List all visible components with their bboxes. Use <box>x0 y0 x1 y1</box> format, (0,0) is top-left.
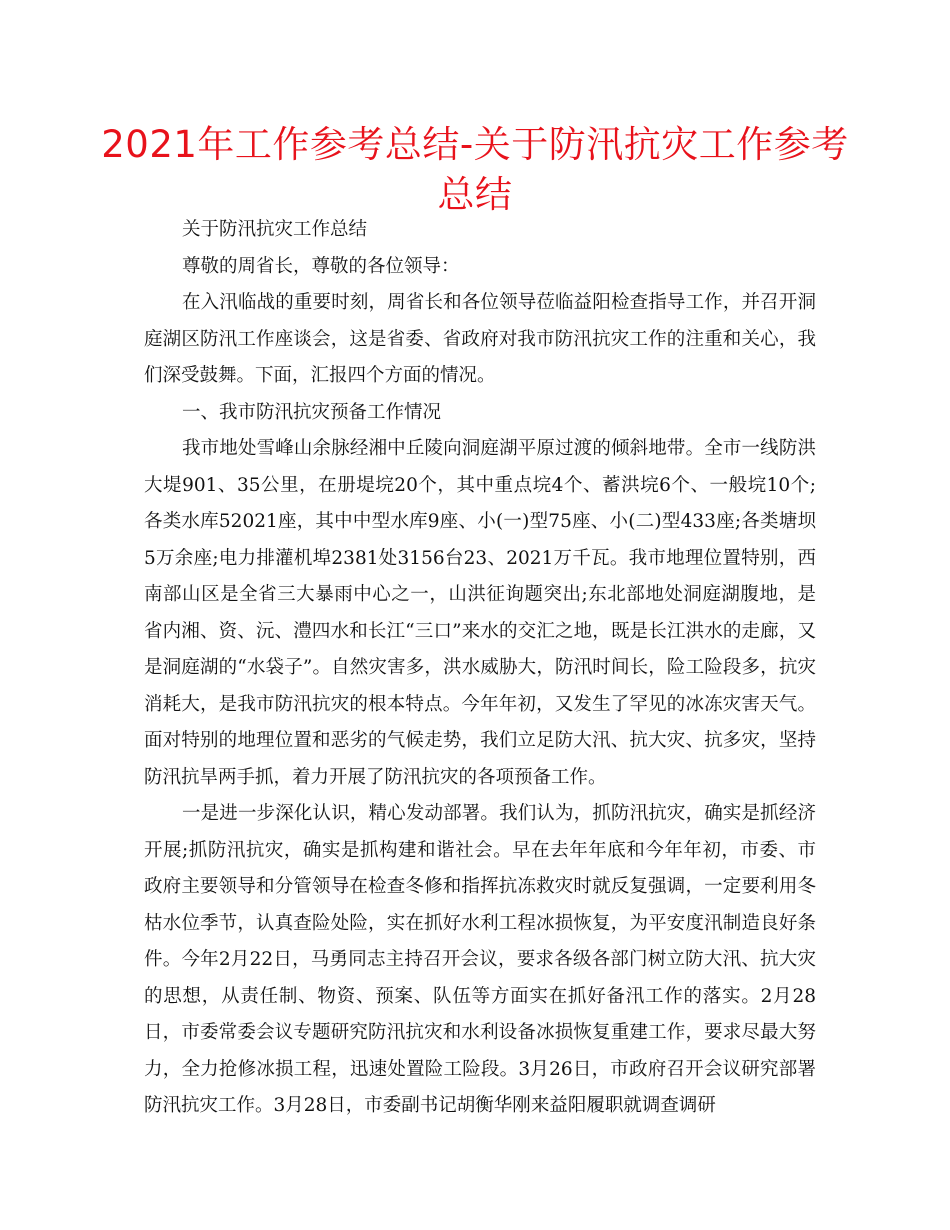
body-paragraph: 我市地处雪峰山余脉经湘中丘陵向洞庭湖平原过渡的倾斜地带。全市一线防洪大堤901、35公里，在册堤垸20个，其中重点垸4个、蓄洪垸6个、一般垸10个;各类水库52021座，其中中型水库9座、小(一)型75座、小(二)型433座;各类塘坝5万余座;电力排灌机埠2381处3156台23、2021万千瓦。我市地理位置特别，西南部山区是全省三大暴雨中心之一，山洪征询题突出;东北部地处洞庭湖腹地，是省内湘、资、沅、澧四水和长江“三口”来水的交汇之地，既是长江洪水的走廊，又是洞庭湖的“水袋子”。自然灾害多，洪水威胁大，防汛时间长，险工险段多，抗灾消耗大，是我市防汛抗灾的根本特点。今年年初，又发生了罕见的冰冻灾害天气。面对特别的地理位置和恶劣的气候走势，我们立足防大汛、抗大灾、抗多灾，坚持防汛抗旱两手抓，着力开展了防汛抗灾的各项预备工作。 <box>144 438 816 788</box>
subtitle-paragraph: 关于防汛抗灾工作总结 <box>182 219 368 240</box>
salutation-paragraph: 尊敬的周省长，尊敬的各位领导： <box>182 255 460 277</box>
document-title: 2021年工作参考总结-关于防汛抗灾工作参考总结 <box>101 123 849 216</box>
intro-paragraph: 在入汛临战的重要时刻，周省长和各位领导莅临益阳检查指导工作，并召开洞庭湖区防汛工作座谈会，这是省委、省政府对我市防汛抗灾工作的注重和关心，我们深受鼓舞。下面，汇报四个方面的情况。 <box>144 292 816 386</box>
body-paragraph: 一是进一步深化认识，精心发动部署。我们认为，抓防汛抗灾，确实是抓经济开展;抓防汛抗灾，确实是抓构建和谐社会。早在去年年底和今年年初，市委、市政府主要领导和分管领导在检查冬修和指挥抗冻救灾时就反复强调，一定要利用冬枯水位季节，认真查险处险，实在抓好水利工程冰损恢复，为平安度汛制造良好条件。今年2月22日，马勇同志主持召开会议，要求各级各部门树立防大汛、抗大灾的思想，从责任制、物资、预案、队伍等方面实在抓好备汛工作的落实。2月28日，市委常委会议专题研究防汛抗灾和水利设备冰损恢复重建工作，要求尽最大努力，全力抢修冰损工程，迅速处置险工险段。3月26日，市政府召开会议研究部署防汛抗灾工作。3月28日，市委副书记胡衡华刚来益阳履职就调查调研 <box>144 803 816 1116</box>
document-body <box>144 212 816 1125</box>
section-heading: 一、我市防汛抗灾预备工作情况 <box>182 401 442 423</box>
